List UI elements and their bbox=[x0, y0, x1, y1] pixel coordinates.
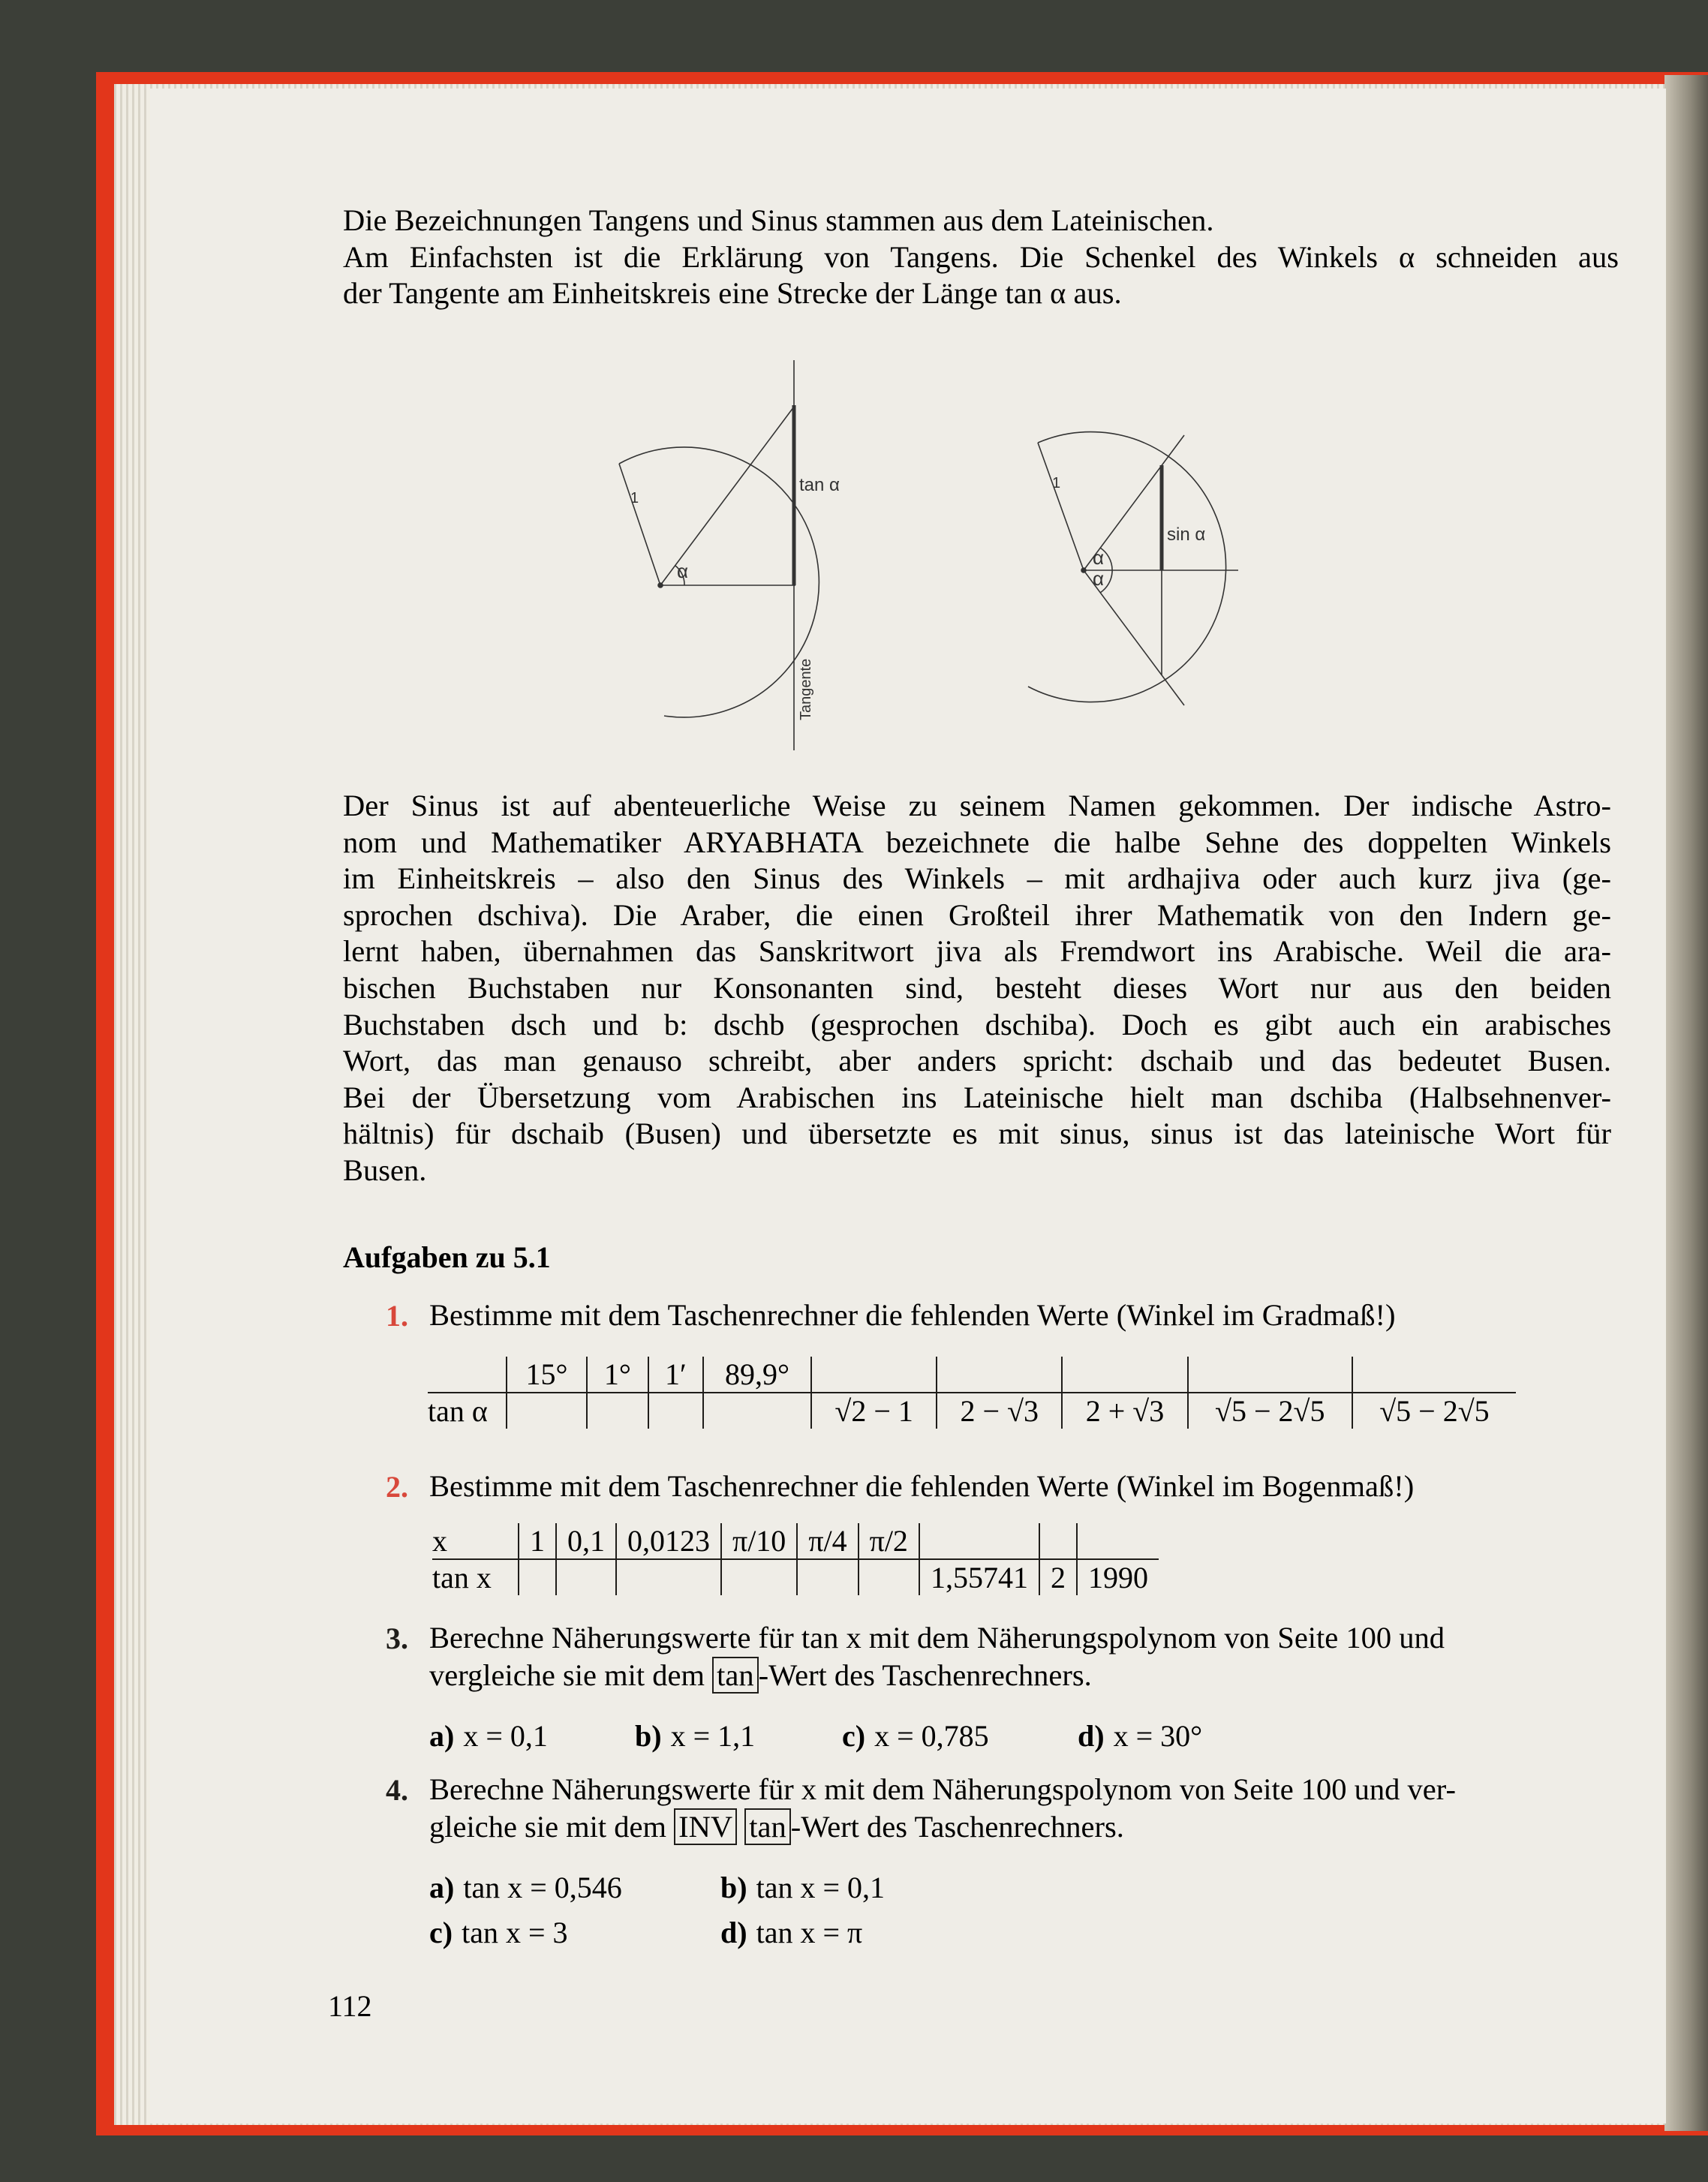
task-2-number: 2. bbox=[386, 1470, 408, 1504]
task-4-text bbox=[429, 1771, 1615, 1846]
table-cell: √5 − 2√5 bbox=[1352, 1393, 1516, 1429]
task-4-sub-a: a) tan x = 0,546 bbox=[429, 1871, 622, 1904]
table-cell bbox=[1077, 1523, 1159, 1559]
table-cell: x bbox=[432, 1523, 519, 1559]
intro-paragraph bbox=[343, 203, 1619, 312]
table-cell: 1,55741 bbox=[919, 1559, 1039, 1595]
right-angle-label-bottom: α bbox=[1093, 567, 1105, 590]
table-cell: 0,0123 bbox=[616, 1523, 721, 1559]
table-row bbox=[432, 1523, 1159, 1559]
task-2-table bbox=[432, 1523, 1159, 1595]
story-line: bischen Buchstaben nur Konsonanten sind, besteht dieses Wort nur aus den beiden bbox=[343, 970, 1611, 1005]
task-3-sub-c: c) x = 0,785 bbox=[842, 1719, 989, 1753]
table-cell bbox=[1352, 1357, 1516, 1393]
story-line: lernt haben, übernahmen das Sanskritwort jiva als Fremdwort ins Arabische. Weil die ara- bbox=[343, 934, 1611, 969]
table-cell bbox=[507, 1393, 587, 1429]
table-cell: tan x bbox=[432, 1561, 492, 1594]
table-cell: 1 bbox=[519, 1523, 556, 1559]
table-cell bbox=[1039, 1523, 1077, 1559]
right-radius-label: 1 bbox=[1052, 475, 1061, 491]
story-line: Buchstaben dsch und b: dschb (gesprochen dschiba). Doch es gibt auch ein arabisches bbox=[343, 1007, 1611, 1041]
table-cell: 2 bbox=[1039, 1559, 1077, 1595]
task-4-line-2-end: -Wert des Taschenrechners. bbox=[790, 1810, 1124, 1844]
table-cell bbox=[616, 1559, 721, 1595]
unit-circle-figures bbox=[593, 353, 1253, 758]
task-4-number: 4. bbox=[386, 1773, 408, 1807]
radius-line bbox=[1038, 443, 1084, 570]
table-cell bbox=[556, 1559, 616, 1595]
table-cell bbox=[428, 1357, 507, 1393]
table-cell: 0,1 bbox=[556, 1523, 616, 1559]
table-cell: π/10 bbox=[721, 1523, 797, 1559]
unit-circle-arc bbox=[619, 447, 819, 717]
tangente-label: Tangente bbox=[798, 658, 814, 720]
table-cell bbox=[937, 1357, 1062, 1393]
table-cell: 1990 bbox=[1077, 1559, 1159, 1595]
table-row bbox=[428, 1357, 1516, 1393]
task-3-sub-a: a) x = 0,1 bbox=[429, 1719, 548, 1753]
table-cell bbox=[587, 1393, 648, 1429]
exercises-heading: Aufgaben zu 5.1 bbox=[343, 1240, 551, 1274]
table-cell: 1° bbox=[587, 1357, 648, 1393]
table-cell bbox=[648, 1393, 703, 1429]
center-point bbox=[1081, 568, 1086, 573]
sin-alpha-label: sin α bbox=[1167, 524, 1206, 545]
inv-key: INV bbox=[674, 1808, 737, 1845]
intro-line: Die Bezeichnungen Tangens und Sinus stammen aus dem Lateinischen. bbox=[343, 203, 1214, 237]
story-line: hältnis) für dschaib (Busen) und übersetzte es mit sinus, sinus ist das lateinische Wort für bbox=[343, 1117, 1611, 1151]
unit-circle-arc bbox=[1028, 432, 1226, 702]
task-4-sub-d: d) tan x = π bbox=[720, 1916, 863, 1949]
task-1-text: Bestimme mit dem Taschenrechner die fehlenden Werte (Winkel im Gradmaß!) bbox=[429, 1298, 1396, 1332]
table-cell bbox=[797, 1559, 858, 1595]
task-3-line-2-end: -Wert des Taschenrechners. bbox=[758, 1658, 1092, 1692]
task-3-sub-b: b) x = 1,1 bbox=[635, 1719, 756, 1753]
table-cell bbox=[721, 1559, 797, 1595]
task-4-line-1: Berechne Näherungswerte für x mit dem Näherungspolynom von Seite 100 und ver- bbox=[429, 1772, 1456, 1806]
table-cell bbox=[859, 1559, 919, 1595]
right-angle-label-top: α bbox=[1093, 546, 1105, 569]
left-radius-label: 1 bbox=[630, 490, 639, 506]
task-3-text bbox=[429, 1619, 1615, 1694]
table-cell: 89,9° bbox=[703, 1357, 811, 1393]
table-cell bbox=[919, 1523, 1039, 1559]
angle-ray bbox=[660, 407, 794, 585]
story-line: Bei der Übersetzung vom Arabischen ins Lateinische hielt man dschiba (Halbsehnenver- bbox=[343, 1080, 1611, 1114]
table-cell: 1′ bbox=[648, 1357, 703, 1393]
intro-line: Am Einfachsten ist die Erklärung von Tangens. Die Schenkel des Winkels α schneiden aus bbox=[343, 239, 1619, 274]
radius-line bbox=[619, 464, 660, 585]
table-cell: π/2 bbox=[859, 1523, 919, 1559]
story-line: im Einheitskreis – also den Sinus des Winkels – mit ardhajiva oder auch kurz jiva (ge- bbox=[343, 861, 1611, 896]
story-line: nom und Mathematiker ARYABHATA bezeichnete die halbe Sehne des doppelten Winkels bbox=[343, 825, 1611, 859]
table-row bbox=[432, 1559, 1159, 1595]
task-4-sub-b: b) tan x = 0,1 bbox=[720, 1871, 886, 1904]
task-1-table bbox=[428, 1357, 1516, 1429]
table-row bbox=[428, 1393, 1516, 1429]
table-cell: √2 − 1 bbox=[811, 1393, 937, 1429]
table-cell bbox=[1188, 1357, 1352, 1393]
lower-angle-ray bbox=[1084, 570, 1184, 705]
table-cell: 15° bbox=[507, 1357, 587, 1393]
table-cell bbox=[703, 1393, 811, 1429]
center-point bbox=[658, 583, 663, 588]
table-cell bbox=[519, 1559, 556, 1595]
tan-key: tan bbox=[712, 1657, 758, 1694]
tan-key: tan bbox=[744, 1808, 790, 1845]
task-2-text: Bestimme mit dem Taschenrechner die fehlenden Werte (Winkel im Bogenmaß!) bbox=[429, 1469, 1415, 1503]
left-angle-label: α bbox=[677, 560, 689, 582]
task-3-sub-d: d) x = 30° bbox=[1078, 1719, 1203, 1753]
task-1-number: 1. bbox=[386, 1299, 408, 1333]
page-number: 112 bbox=[328, 1989, 372, 2023]
table-cell: π/4 bbox=[797, 1523, 858, 1559]
page-gutter bbox=[1664, 75, 1708, 2131]
task-3-number: 3. bbox=[386, 1621, 408, 1655]
table-cell bbox=[811, 1357, 937, 1393]
story-line: Der Sinus ist auf abenteuerliche Weise zu seinem Namen gekommen. Der indische Astro- bbox=[343, 789, 1611, 822]
story-line: sprochen dschiva). Die Araber, die einen Großteil ihrer Mathematik von den Indern ge- bbox=[343, 897, 1611, 932]
story-line: Wort, das man genauso schreibt, aber anders spricht: dschaib und das bedeutet Busen. bbox=[343, 1044, 1611, 1078]
task-3-line-2-start: vergleiche sie mit dem bbox=[429, 1658, 705, 1692]
intro-line: der Tangente am Einheitskreis eine Strecke der Länge tan α aus. bbox=[343, 276, 1122, 311]
task-3-line-1: Berechne Näherungswerte für tan x mit dem Näherungspolynom von Seite 100 und bbox=[429, 1621, 1445, 1655]
task-4-line-2-start: gleiche sie mit dem bbox=[429, 1810, 667, 1844]
table-cell: tan α bbox=[428, 1394, 488, 1428]
table-cell: 2 + √3 bbox=[1062, 1393, 1187, 1429]
tangent-figure bbox=[619, 360, 819, 750]
table-cell bbox=[1062, 1357, 1187, 1393]
tan-alpha-label: tan α bbox=[799, 475, 840, 495]
table-cell: √5 − 2√5 bbox=[1188, 1393, 1352, 1429]
table-cell: 2 − √3 bbox=[937, 1393, 1062, 1429]
task-4-sub-c: c) tan x = 3 bbox=[429, 1916, 568, 1949]
story-paragraph bbox=[343, 788, 1611, 1189]
story-line: Busen. bbox=[343, 1153, 427, 1187]
